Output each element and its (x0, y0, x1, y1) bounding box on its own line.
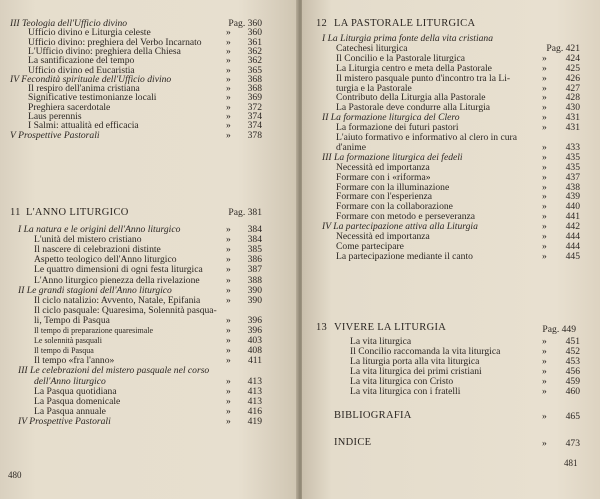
index-title: INDICE (334, 437, 372, 448)
toc-entry-text: Ufficio divino e Liturgia celeste (28, 27, 151, 39)
toc-page-number: 435 (565, 151, 580, 163)
toc-entry-text: La Pasqua annuale (34, 405, 106, 417)
chapter-number: 11 (10, 207, 21, 218)
raquo-mark: » (542, 112, 547, 124)
toc-entry-text: III Le celebrazioni del mistero pasquale nel corso (18, 365, 210, 377)
toc-page-number: 368 (247, 83, 262, 95)
raquo-mark: » (226, 325, 231, 336)
raquo-mark: » (226, 385, 231, 397)
toc-page-number: 419 (247, 415, 262, 427)
toc-entry-text: II La formazione liturgica del Clero (322, 112, 460, 124)
toc-page-number: 440 (565, 201, 580, 213)
toc-page-number: 435 (565, 161, 580, 173)
raquo-mark: » (542, 161, 547, 173)
toc-entry-text: La formazione dei futuri pastori (336, 122, 459, 134)
raquo-mark: » (542, 366, 547, 377)
toc-page-number: 439 (565, 191, 580, 203)
raquo-mark: » (226, 64, 231, 76)
toc-entry-text: Le solennità pasquali (34, 336, 102, 346)
raquo-mark: » (226, 284, 231, 296)
toc-entry-text: Il tempo «fra l'anno» (34, 355, 115, 367)
chapter-page: Pag. 381 (228, 207, 262, 218)
raquo-mark: » (542, 240, 547, 252)
bibliography-title: BIBLIOGRAFIA (334, 410, 412, 421)
raquo-mark: » (226, 314, 231, 326)
raquo-mark: » (542, 72, 547, 84)
toc-entry-text: V Prospettive Pastorali (10, 129, 100, 141)
raquo-mark: » (542, 201, 547, 213)
raquo-mark: » (226, 73, 231, 85)
toc-page-number: 362 (247, 55, 262, 67)
toc-page-number: 431 (565, 122, 580, 134)
raquo-mark: » (226, 120, 231, 132)
toc-entry-text: L'Anno liturgico pienezza della rivelazione (34, 274, 200, 286)
toc-page-number: 396 (247, 314, 262, 326)
toc-page-number: 445 (565, 250, 580, 262)
raquo-mark: » (542, 221, 547, 233)
raquo-mark: » (226, 111, 231, 122)
toc-page-number: 444 (565, 231, 580, 242)
toc-page-number: 437 (565, 171, 580, 183)
toc-page-number: 378 (247, 129, 262, 141)
toc-entry-text: Le quattro dimensioni di ogni festa liturgica (34, 264, 203, 276)
toc-entry-text: Ufficio divino: preghiera del Verbo Incarnato (28, 36, 202, 48)
left-page (0, 0, 298, 499)
toc-entry-text: Formare con metodo e perseveranza (336, 211, 476, 223)
toc-entry-text: L'aiuto formativo e informativo al clero in cura (336, 132, 518, 143)
toc-entry-text: Ufficio divino ed Eucaristia (28, 64, 135, 76)
page-number-left: 480 (8, 470, 22, 480)
toc-entry-text: La partecipazione mediante il canto (336, 250, 473, 262)
toc-page-number: 430 (565, 102, 580, 114)
raquo-mark: » (226, 395, 231, 407)
toc-page-number: 388 (247, 274, 262, 286)
toc-entry-text: Il Concilio raccomanda la vita liturgica (350, 346, 501, 357)
toc-entry-text: La vita liturgica con i fratelli (350, 386, 461, 397)
raquo-mark: » (542, 356, 547, 367)
chapter-title: LA PASTORALE LITURGICA (334, 18, 476, 29)
toc-entry-text: Il respiro dell'anima cristiana (28, 83, 140, 95)
toc-entry-text: IV La partecipazione attiva alla Liturgia (322, 221, 478, 233)
raquo-mark: » (542, 181, 547, 193)
raquo-mark: » (226, 294, 231, 306)
toc-page-number: 396 (247, 325, 262, 336)
toc-page-number: Pag. 360 (228, 18, 262, 29)
toc-page-number: 360 (247, 27, 262, 39)
right-page (302, 0, 600, 499)
toc-page-number: 384 (247, 234, 262, 246)
toc-entry-text: dell'Anno liturgico (34, 375, 106, 387)
toc-page-number: 425 (565, 62, 580, 74)
toc-page-number: 413 (247, 395, 262, 407)
toc-entry-text: Necessità ed importanza (336, 231, 430, 242)
raquo-mark: » (542, 211, 547, 223)
raquo-mark: » (542, 346, 547, 357)
toc-page-number: 444 (565, 240, 580, 252)
raquo-mark: » (542, 52, 547, 64)
toc-entry-text: La vita liturgica (350, 336, 412, 347)
toc-page-number: 384 (247, 224, 262, 235)
toc-entry-text: L'unità del mistero cristiano (34, 234, 142, 246)
raquo-mark: » (542, 102, 547, 114)
toc-page-number: 385 (247, 244, 262, 256)
chapter-title: VIVERE LA LITURGIA (334, 322, 447, 333)
raquo-mark: » (542, 82, 547, 94)
toc-entry-text: La Pasqua quotidiana (34, 385, 117, 397)
toc-entry-text: Laus perennis (28, 111, 82, 122)
raquo-mark: » (542, 122, 547, 134)
raquo-mark: » (542, 191, 547, 203)
toc-page-number: 386 (247, 254, 262, 266)
toc-entry-text: IV Fecondità spirituale dell'Ufficio divino (10, 73, 172, 85)
toc-page-number: 460 (565, 386, 580, 397)
page-number-right: 481 (564, 458, 578, 468)
toc-entry-text: Il ciclo pasquale: Quaresima, Solennità pasqua- (34, 304, 217, 316)
toc-page-number: 416 (247, 405, 262, 417)
raquo-mark: » (542, 250, 547, 262)
raquo-mark: » (542, 62, 547, 74)
toc-entry-text: Preghiera sacerdotale (28, 101, 111, 113)
toc-entry-text: I La Liturgia prima fonte della vita cristiana (322, 33, 494, 44)
toc-page-number: 427 (565, 82, 580, 94)
toc-entry-text: Aspetto teologico dell'Anno liturgico (34, 254, 177, 266)
toc-entry-text: Come partecipare (336, 240, 404, 252)
raquo-mark: » (226, 274, 231, 286)
raquo-mark: » (226, 355, 231, 367)
toc-page-number: 453 (565, 356, 580, 367)
toc-entry-text: turgia e la Pastorale (336, 82, 412, 94)
toc-page-number: 413 (247, 375, 262, 387)
toc-page-number: 433 (565, 141, 580, 153)
raquo-mark: » (226, 244, 231, 256)
toc-entry-text: IV Prospettive Pastorali (18, 415, 111, 427)
toc-page-number: 361 (247, 36, 262, 48)
toc-page-number: 369 (247, 92, 262, 104)
raquo-mark: » (542, 411, 547, 422)
raquo-mark: » (226, 92, 231, 104)
toc-entry-text: Il tempo di preparazione quaresimale (34, 326, 154, 335)
raquo-mark: » (226, 254, 231, 266)
toc-page-number: Pag. 421 (546, 42, 580, 54)
raquo-mark: » (542, 171, 547, 183)
toc-entry-text: La Liturgia centro e meta della Pastorale (336, 62, 492, 74)
raquo-mark: » (226, 36, 231, 48)
chapter-page: Pag. 449 (542, 324, 576, 335)
toc-page-number: 428 (565, 92, 580, 104)
toc-page-number: 442 (565, 221, 580, 233)
raquo-mark: » (542, 151, 547, 163)
raquo-mark: » (542, 231, 547, 242)
toc-entry-text: Il tempo di Pasqua (34, 346, 94, 356)
toc-page-number: 451 (565, 336, 580, 347)
toc-entry-text: Significative testimonianze locali (28, 92, 157, 104)
raquo-mark: » (542, 438, 547, 449)
raquo-mark: » (226, 375, 231, 387)
toc-page-number: 424 (565, 52, 580, 64)
toc-page-number: 413 (247, 385, 262, 397)
raquo-mark: » (226, 45, 231, 57)
toc-entry-text: Formare con l'esperienza (336, 191, 433, 203)
toc-entry-text: II Le grandi stagioni dell'Anno liturgico (18, 284, 172, 296)
raquo-mark: » (226, 335, 231, 347)
toc-entry-text: L'Ufficio divino: preghiera della Chiesa (28, 45, 181, 57)
raquo-mark: » (542, 336, 547, 347)
toc-page-number: 362 (247, 45, 262, 57)
raquo-mark: » (226, 129, 231, 141)
toc-entry-text: III Teologia dell'Ufficio divino (10, 18, 128, 29)
raquo-mark: » (542, 376, 547, 387)
toc-entry-text: La liturgia porta alla vita liturgica (350, 356, 480, 367)
raquo-mark: » (226, 234, 231, 246)
toc-entry-text: La vita liturgica dei primi cristiani (350, 366, 482, 377)
raquo-mark: » (226, 27, 231, 39)
toc-page-number: 408 (247, 345, 262, 357)
toc-page-number: 387 (247, 264, 262, 276)
toc-page-number: 426 (565, 72, 580, 84)
raquo-mark: » (542, 141, 547, 153)
raquo-mark: » (226, 83, 231, 95)
toc-entry-text: Il nascere di celebrazioni distinte (34, 244, 161, 256)
chapter-title: L'ANNO LITURGICO (26, 207, 129, 218)
raquo-mark: » (226, 55, 231, 67)
toc-entry-text: III La formazione liturgica dei fedeli (322, 151, 463, 163)
raquo-mark: » (542, 386, 547, 397)
toc-entry-text: La Pastorale deve condurre alla Liturgia (336, 102, 491, 114)
toc-page-number: 438 (565, 181, 580, 193)
toc-entry-text: Necessità ed importanza (336, 161, 430, 173)
toc-page-number: 390 (247, 284, 262, 296)
toc-page-number: 431 (565, 112, 580, 124)
toc-entry-text: d'anime (336, 141, 366, 153)
toc-entry-text: li, Tempo di Pasqua (34, 314, 110, 326)
index-page: 473 (565, 438, 580, 449)
toc-entry-text: Il mistero pasquale punto d'incontro tra la Li- (336, 72, 511, 84)
toc-entry-text: I Salmi: attualità ed efficacia (28, 120, 139, 132)
toc-page-number: 374 (247, 120, 262, 132)
toc-entry-text: Formare con i «riforma» (336, 171, 431, 183)
raquo-mark: » (226, 415, 231, 427)
toc-page-number: 403 (247, 335, 262, 347)
toc-page-number: 374 (247, 111, 262, 122)
toc-entry-text: Formare con la illuminazione (336, 181, 450, 193)
toc-entry-text: Contributo della Liturgia alla Pastorale (336, 92, 486, 104)
raquo-mark: » (226, 224, 231, 235)
toc-page-number: 390 (247, 294, 262, 306)
toc-entry-text: La santificazione del tempo (28, 55, 135, 67)
raquo-mark: » (226, 101, 231, 113)
chapter-number: 13 (316, 322, 328, 333)
toc-page-number: 368 (247, 73, 262, 85)
toc-entry-text: Formare con la collaborazione (336, 201, 453, 213)
toc-entry-text: Il ciclo natalizio: Avvento, Natale, Epifania (34, 294, 201, 306)
toc-entry-text: Catechesi liturgica (336, 42, 408, 54)
toc-page-number: 411 (247, 355, 262, 367)
chapter-number: 12 (316, 18, 328, 29)
raquo-mark: » (542, 92, 547, 104)
toc-entry-text: I La natura e le origini dell'Anno liturgico (18, 224, 181, 235)
toc-entry-text: La vita liturgica con Cristo (350, 376, 454, 387)
toc-page-number: 452 (565, 346, 580, 357)
toc-page-number: 459 (565, 376, 580, 387)
toc-page-number: 456 (565, 366, 580, 377)
toc-entry-text: Il Concilio e la Pastorale liturgica (336, 52, 466, 64)
toc-entry-text: La Pasqua domenicale (34, 395, 121, 407)
toc-page-number: 441 (565, 211, 580, 223)
raquo-mark: » (226, 264, 231, 276)
toc-page-number: 365 (247, 64, 262, 76)
raquo-mark: » (226, 345, 231, 357)
raquo-mark: » (226, 405, 231, 417)
toc-page-number: 372 (247, 101, 262, 113)
bibliography-page: 465 (565, 411, 580, 422)
